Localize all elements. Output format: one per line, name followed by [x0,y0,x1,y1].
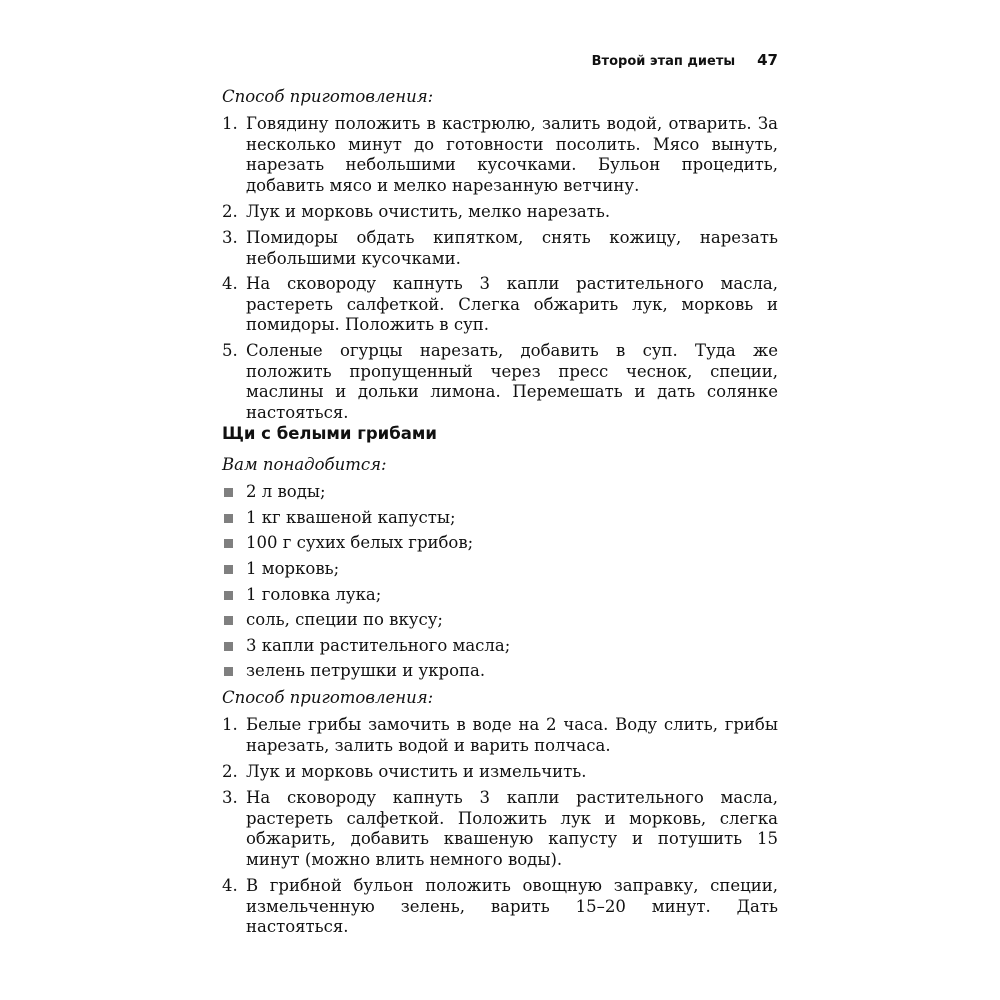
step-number: 3. [222,228,238,247]
square-bullet-icon [224,539,233,548]
square-bullet-icon [224,642,233,651]
recipe-title: Щи с белыми грибами [222,424,437,443]
page-number: 47 [757,51,778,69]
ingredient-item [222,508,778,529]
list-item [222,114,778,196]
step-text: На сковороду капнуть 3 капли растительного масла, растереть салфеткой. Положить лук и морковь, слегка обжарить, добавить квашеную капусту и потушить 15 минут (можно влить немного воды). [246,788,778,869]
running-head [222,50,778,72]
step-number: 4. [222,274,238,293]
list-item [222,876,778,938]
square-bullet-icon [224,565,233,574]
method-label: Способ приготовления: [222,87,434,106]
ingredient-text: 3 капли растительного масла; [246,636,511,655]
running-head-title: Второй этап диеты [591,54,736,69]
square-bullet-icon [224,616,233,625]
ingredient-text: соль, специи по вкусу; [246,610,443,629]
method-label: Способ приготовления: [222,688,434,707]
list-item [222,274,778,336]
ingredient-text: 2 л воды; [246,482,326,501]
list-item [222,788,778,870]
ingredient-item [222,559,778,580]
step-number: 2. [222,202,238,221]
step-number: 5. [222,341,238,360]
step-number: 2. [222,762,238,781]
step-text: Говядину положить в кастрюлю, залить водой, отварить. За несколько минут до готовности посолить. Мясо вынуть, нарезать небольшими кусочками. Бульон процедить, добавить мясо и мелко нарезанную ветчину. [246,114,778,195]
step-text: В грибной бульон положить овощную заправку, специи, измельченную зелень, варить 15–20 минут. Дать настояться. [246,876,778,937]
step-number: 3. [222,788,238,807]
step-text: Белые грибы замочить в воде на 2 часа. Воду слить, грибы нарезать, залить водой и варить полчаса. [246,715,778,755]
step-number: 1. [222,715,238,734]
ingredient-item [222,636,778,657]
ingredient-item [222,533,778,554]
step-text: Лук и морковь очистить, мелко нарезать. [246,202,611,221]
ingredient-item [222,482,778,503]
ingredient-item [222,661,778,682]
square-bullet-icon [224,488,233,497]
step-text: Лук и морковь очистить и измельчить. [246,762,587,781]
square-bullet-icon [224,667,233,676]
ingredient-item [222,585,778,606]
ingredient-text: 1 морковь; [246,559,340,578]
ingredient-text: 100 г сухих белых грибов; [246,533,474,552]
list-item [222,341,778,423]
list-item [222,762,778,783]
step-number: 1. [222,114,238,133]
ingredient-text: 1 головка лука; [246,585,382,604]
square-bullet-icon [224,591,233,600]
step-text: Соленые огурцы нарезать, добавить в суп. Туда же положить пропущенный через пресс чеснок, специи, маслины и дольки лимона. Перемешать и дать солянке настояться. [246,341,778,422]
step-text: Помидоры обдать кипятком, снять кожицу, нарезать небольшими кусочками. [246,228,778,268]
list-item [222,228,778,269]
step-number: 4. [222,876,238,895]
ingredient-text: 1 кг квашеной капусты; [246,508,456,527]
square-bullet-icon [224,514,233,523]
list-item [222,715,778,756]
ingredient-item [222,610,778,631]
ingredient-text: зелень петрушки и укропа. [246,661,486,680]
list-item [222,202,778,223]
ingredients-label: Вам понадобится: [222,455,387,474]
step-text: На сковороду капнуть 3 капли растительного масла, растереть салфеткой. Слегка обжарить лук, морковь и помидоры. Положить в суп. [246,274,778,335]
